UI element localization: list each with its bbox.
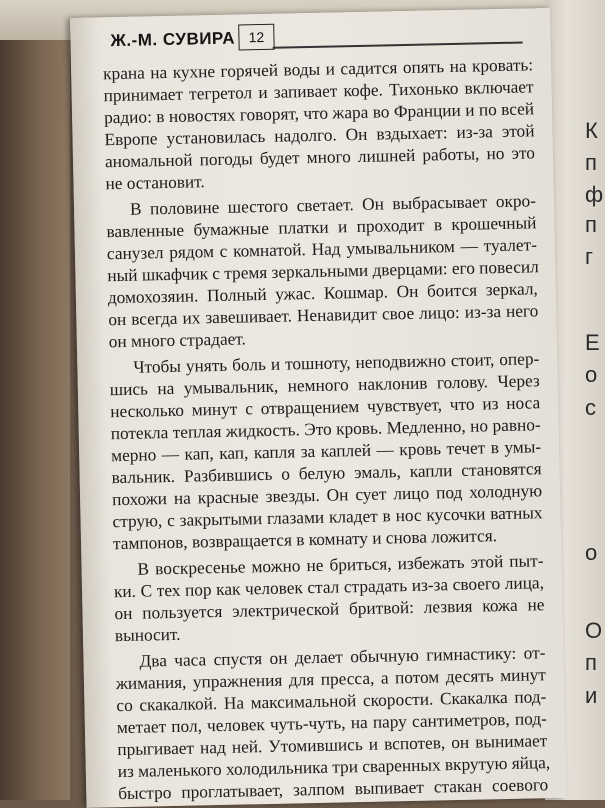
text-line: прыгивает над ней. Утомившись и вспотев, он вынимает <box>117 731 548 760</box>
text-line: Чтобы унять боль и тошноту, неподвижно стоит, опер- <box>133 349 540 377</box>
text-line: тампонов, возвращается в комнату и снова ложится. <box>112 526 498 554</box>
text-line: принимает тегретол и запивает кофе. Тихонько включает <box>103 77 534 106</box>
text-line: шись на умывальник, немного наклонив голову. Через <box>109 371 540 400</box>
book-page <box>70 8 566 808</box>
next-page-fragment: и <box>585 683 598 708</box>
text-line: радио: в новостях говорят, что жара во Франции и по всей <box>103 99 535 128</box>
next-page-fragment: с <box>585 395 596 420</box>
text-line: ки. С тех пор как человек стал страдать из-за своего лица, <box>113 573 545 602</box>
text-line: со скакалкой. На максимальной скорости. Скакалка под- <box>116 687 547 716</box>
text-line: В воскресенье можно не бриться, избежать этой пыт- <box>137 551 544 579</box>
text-line: он много страдает. <box>108 329 247 352</box>
next-page-fragment: п <box>585 150 597 175</box>
next-page-fragment: г <box>585 244 594 269</box>
text-line: Европе установилась надолго. Он вздыхает: из-за этой <box>104 121 535 150</box>
next-page-fragment: О <box>585 618 603 643</box>
page-number: 12 <box>238 24 275 51</box>
text-line: не остановит. <box>105 172 205 194</box>
text-line: Два часа спустя он делает обычную гимнастику: от- <box>139 643 546 671</box>
next-page-fragment: К <box>585 118 598 143</box>
text-line: метает пол, человек чуть-чуть, на пару сантиметров, под- <box>116 709 547 738</box>
text-line: потекла теплая жидкость. Это кровь. Медленно, но равно- <box>110 415 541 444</box>
text-line: мерно — кап, кап, капля за каплей — кровь течет в умы- <box>110 437 542 466</box>
next-page-fragment: о <box>585 362 598 387</box>
header-rule <box>273 42 523 49</box>
text-line: быстро проглатывает, залпом выпивает стакан соевого <box>118 775 549 804</box>
text-line: ный шкафчик с тремя зеркальными дверцами: его повесил <box>107 257 539 286</box>
text-line: аномальной погоды будет много лишней работы, но это <box>104 143 536 172</box>
text-line: несколько минут с отвращением чувствует, что из носа <box>110 393 541 422</box>
text-line: жимания, упражнения для пресса, а потом десять минут <box>115 665 547 694</box>
table-surface <box>0 0 70 800</box>
next-page-fragment: п <box>585 650 597 675</box>
running-header <box>110 18 531 59</box>
text-line: он пользуется электрической бритвой: лезвия кожа не <box>114 595 545 624</box>
body-text <box>102 54 551 805</box>
text-line: струю, с закрытыми глазами кладет в нос кусочки ватных <box>112 503 543 532</box>
text-line: вальник. Разбившись о белую эмаль, капли становятся <box>111 459 542 488</box>
next-page-fragment: ф <box>585 182 604 207</box>
next-page-fragment: п <box>585 212 597 237</box>
text-line: он всегда их завешивает. Ненавидит свое лицо: из-за него <box>108 301 539 330</box>
text-line: домохозяин. Полный ужас. Кошмар. Он боится зеркал, <box>107 279 538 308</box>
text-line: крана на кухне горячей воды и садится опять на кровать: <box>102 55 534 84</box>
text-line: выносит. <box>114 624 181 646</box>
text-line: похожи на красные звезды. Он сует лицо под холодную <box>111 481 543 510</box>
text-line: В половине шестого светает. Он выбрасывает окро- <box>129 191 537 219</box>
next-page-fragment: о <box>585 540 598 565</box>
text-line: санузел рядом с комнатой. Над умывальником — туалет- <box>106 235 538 264</box>
next-page-fragment: Е <box>585 330 600 355</box>
author-name: Ж.-М. СУВИРА <box>110 28 236 51</box>
text-line: из маленького холодильника три сваренных вкрутую яйца, <box>117 753 551 782</box>
text-line: вавленные бумажные платки и проходит в крошечный <box>106 213 537 242</box>
